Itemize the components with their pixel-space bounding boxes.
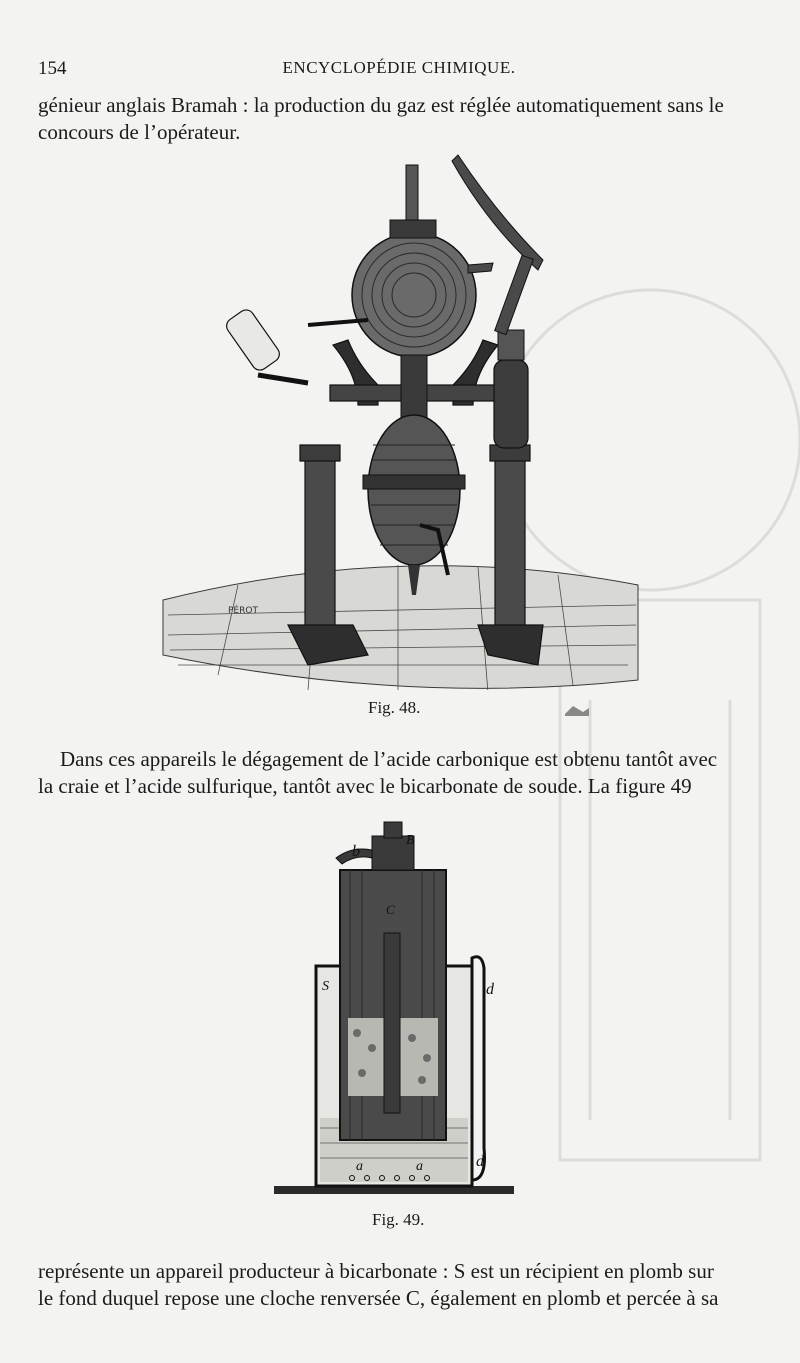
label-a-left: a	[356, 1159, 363, 1174]
figure-48-engraving	[158, 145, 648, 690]
text-line: Dans ces appareils le dégagement de l’acide carbonique est obtenu tantôt avec	[60, 747, 718, 771]
tiled-floor	[163, 565, 638, 690]
figure-49-engraving	[272, 818, 517, 1198]
middle-paragraph	[38, 746, 760, 800]
text-line: le fond duquel repose une cloche renversée C, également en plomb et percée à sa	[38, 1286, 719, 1310]
bottle-right	[494, 330, 528, 448]
page-number: 154	[38, 58, 67, 79]
label-d-top: d	[486, 981, 494, 998]
siphon-tube	[472, 957, 485, 1180]
label-b: b	[352, 843, 360, 860]
figure-48-caption: Fig. 48.	[368, 698, 421, 717]
engraver-signature: PÉROT	[228, 606, 258, 616]
label-d-bottom: d	[476, 1153, 484, 1170]
text-line: concours de l’opérateur.	[38, 120, 241, 144]
page-header	[38, 58, 760, 82]
text-line: génieur anglais Bramah : la production du gaz est réglée automatiquement sans le	[38, 93, 724, 117]
intro-paragraph	[38, 92, 760, 146]
top-fitting	[336, 822, 414, 870]
label-C: C	[386, 902, 395, 917]
printer-mark	[563, 702, 591, 718]
figure-49-caption: Fig. 49.	[372, 1210, 425, 1229]
text-line: la craie et l’acide sulfurique, tantôt avec le bicarbonate de soude. La figure 49	[38, 774, 692, 798]
label-a-right: a	[416, 1159, 423, 1174]
closing-paragraph	[38, 1258, 760, 1312]
text-line: représente un appareil producteur à bicarbonate : S est un récipient en plomb sur	[38, 1259, 714, 1283]
label-B: B	[406, 833, 415, 848]
running-title: ENCYCLOPÉDIE CHIMIQUE.	[282, 58, 516, 77]
label-S: S	[322, 979, 329, 994]
